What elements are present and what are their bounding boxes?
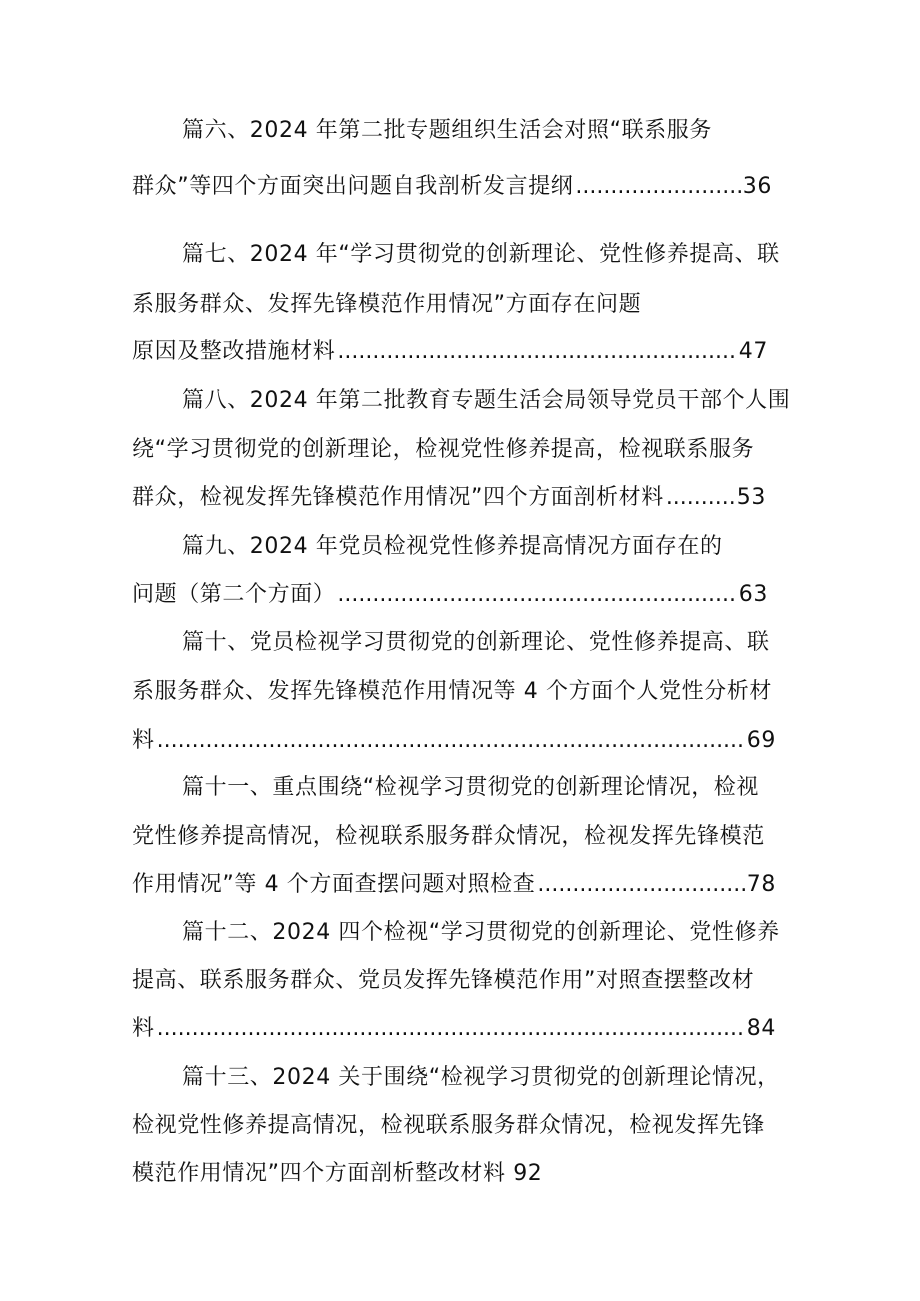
toc-page-number: 69 bbox=[746, 728, 776, 753]
dot-leader bbox=[537, 870, 744, 900]
toc-entry-title-tail: 原因及整改措施材料 bbox=[132, 339, 336, 364]
dot-leader bbox=[337, 580, 736, 610]
toc-entry-line: 篇八、2024 年第二批教育专题生活会局领导党员干部个人围 bbox=[182, 388, 791, 413]
toc-entry-title-tail: 作用情况”等 4 个方面查摆问题对照检查 bbox=[132, 872, 536, 897]
toc-entry-final-line bbox=[132, 580, 768, 610]
toc-entry-line: 提高、联系服务群众、党员发挥先锋模范作用”对照查摆整改材 bbox=[132, 968, 755, 993]
toc-entry-line: 模范作用情况”四个方面剖析整改材料 92 bbox=[132, 1161, 543, 1186]
toc-entry-title-tail: 料 bbox=[132, 1016, 155, 1041]
dot-leader bbox=[575, 172, 740, 202]
toc-page-number: 84 bbox=[746, 1016, 776, 1041]
dot-leader bbox=[157, 726, 745, 756]
toc-entry-final-line bbox=[132, 1014, 776, 1044]
toc-page-number: 63 bbox=[738, 582, 768, 607]
toc-entry-line: 绕“学习贯彻党的创新理论，检视党性修养提高，检视联系服务 bbox=[132, 437, 755, 462]
toc-entry-final-line bbox=[132, 337, 768, 367]
toc-entry-line: 篇十二、2024 四个检视“学习贯彻党的创新理论、党性修养 bbox=[182, 920, 780, 945]
toc-page-number: 78 bbox=[746, 872, 776, 897]
toc-page-number: 47 bbox=[738, 339, 768, 364]
toc-entry-line: 篇十一、重点围绕“检视学习贯彻党的创新理论情况，检视 bbox=[182, 775, 759, 800]
toc-entry-final-line bbox=[132, 726, 776, 756]
toc-entry-line: 篇十、党员检视学习贯彻党的创新理论、党性修养提高、联 bbox=[182, 630, 770, 655]
toc-entry-title-tail: 料 bbox=[132, 728, 155, 753]
dot-leader bbox=[666, 483, 735, 513]
toc-entry-line: 检视党性修养提高情况，检视联系服务群众情况，检视发挥先锋 bbox=[132, 1113, 765, 1138]
toc-entry-title-tail: 群众”等四个方面突出问题自我剖析发言提纲 bbox=[132, 174, 574, 199]
toc-entry-line: 系服务群众、发挥先锋模范作用情况”方面存在问题 bbox=[132, 292, 642, 317]
toc-entry-final-line bbox=[132, 483, 766, 513]
toc-entry-line: 党性修养提高情况，检视联系服务群众情况，检视发挥先锋模范 bbox=[132, 824, 765, 849]
toc-entry-line: 篇九、2024 年党员检视党性修养提高情况方面存在的 bbox=[182, 534, 723, 559]
toc-entry-line: 篇十三、2024 关于围绕“检视学习贯彻党的创新理论情况， bbox=[182, 1065, 780, 1090]
toc-page-number: 36 bbox=[742, 174, 772, 199]
toc-entry-line: 篇七、2024 年“学习贯彻党的创新理论、党性修养提高、联 bbox=[182, 242, 780, 267]
toc-entry-line: 系服务群众、发挥先锋模范作用情况等 4 个方面个人党性分析材 bbox=[132, 679, 772, 704]
dot-leader bbox=[157, 1014, 745, 1044]
toc-page-number: 53 bbox=[736, 485, 766, 510]
toc-entry-title-tail: 群众，检视发挥先锋模范作用情况”四个方面剖析材料 bbox=[132, 485, 664, 510]
toc-entry-final-line bbox=[132, 172, 772, 202]
toc-entry-title-tail: 问题（第二个方面） bbox=[132, 582, 336, 607]
toc-entry-final-line bbox=[132, 870, 776, 900]
toc-entry-line: 篇六、2024 年第二批专题组织生活会对照“联系服务 bbox=[182, 118, 712, 143]
dot-leader bbox=[337, 337, 736, 367]
